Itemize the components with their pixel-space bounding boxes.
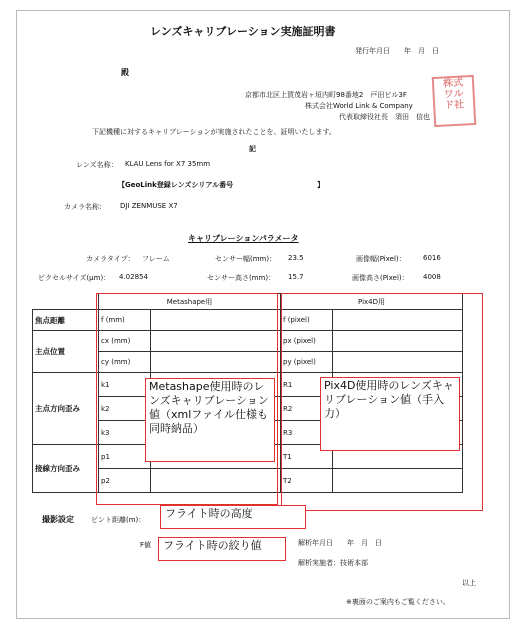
group-principal: 主点位置 bbox=[33, 331, 99, 373]
company-address: 京都市北区上賀茂岩ヶ垣内町98番地2 戸田ビル3F bbox=[245, 91, 407, 99]
col-pix4d: Pix4D用 bbox=[281, 294, 463, 310]
analysis-date: 解析年月日 年 月 日 bbox=[298, 539, 382, 547]
meta-row-label: f (mm) bbox=[99, 310, 151, 331]
meta-row-label: p2 bbox=[99, 469, 151, 493]
lens-serial: 【GeoLink登録レンズシリアル番号 】 bbox=[118, 181, 325, 189]
group-focal: 焦点距離 bbox=[33, 310, 99, 331]
end-mark: 以上 bbox=[462, 579, 476, 587]
meta-row-label: k2 bbox=[99, 397, 151, 421]
pix-row-label: R2 bbox=[281, 397, 333, 421]
meta-row-label: k3 bbox=[99, 421, 151, 445]
pixel-size-label: ピクセルサイズ(μm)： bbox=[38, 274, 111, 282]
footer-note: ※裏面のご案内もご覧ください。 bbox=[346, 598, 450, 606]
aperture-note: フライト時の絞り値 bbox=[158, 537, 286, 561]
image-height-value: 4008 bbox=[423, 273, 441, 281]
focus-distance-label: ピント距離(m)： bbox=[91, 516, 146, 524]
shooting-label: 撮影設定 bbox=[42, 515, 74, 524]
params-title: キャリブレーションパラメータ bbox=[188, 234, 299, 243]
sensor-height-value: 15.7 bbox=[288, 273, 304, 281]
company-name: 株式会社World Link & Company bbox=[305, 102, 413, 110]
metashape-note: Metashape使用時のレンズキャリブレーション値（xmlファイル仕様も同時納品） bbox=[145, 378, 275, 462]
col-metashape: Metashape用 bbox=[99, 294, 281, 310]
sensor-width-value: 23.5 bbox=[288, 254, 304, 262]
camera-type-value: フレーム bbox=[142, 255, 170, 263]
analysis-by: 解析実施者：技術本部 bbox=[298, 559, 368, 567]
pix-row-label: py (pixel) bbox=[281, 352, 333, 373]
pix-row-label: R1 bbox=[281, 373, 333, 397]
document-title: レンズキャリブレーション実施証明書 bbox=[150, 25, 336, 38]
lens-value: KLAU Lens for X7 35mm bbox=[125, 160, 211, 168]
meta-row-label: cx (mm) bbox=[99, 331, 151, 352]
image-height-label: 画像高さ(Pixel)： bbox=[352, 274, 409, 282]
sensor-height-label: センサー高さ(mm)： bbox=[207, 274, 276, 282]
lens-label: レンズ名称： bbox=[76, 161, 118, 169]
pix-row-label: px (pixel) bbox=[281, 331, 333, 352]
sensor-width-label: センサー幅(mm)： bbox=[215, 255, 277, 263]
meta-row-label: k1 bbox=[99, 373, 151, 397]
company-seal: 株式 ワル ド社 bbox=[432, 75, 477, 127]
group-tangential: 接線方向歪み bbox=[33, 445, 99, 493]
pix-row-label: R3 bbox=[281, 421, 333, 445]
certification-statement: 下記機種に対するキャリブレーションが実施されたことを、証明いたします。 bbox=[92, 128, 336, 136]
ki-label: 記 bbox=[249, 145, 256, 153]
pix-row-label: T1 bbox=[281, 445, 333, 469]
altitude-note: フライト時の高度 bbox=[160, 505, 306, 529]
camera-value: DJI ZENMUSE X7 bbox=[120, 202, 178, 210]
meta-row-label: cy (mm) bbox=[99, 352, 151, 373]
pixel-size-value: 4.02854 bbox=[119, 273, 148, 281]
f-value-label: F値 bbox=[140, 541, 152, 549]
image-width-label: 画像幅(Pixel)： bbox=[356, 255, 406, 263]
meta-row-label: p1 bbox=[99, 445, 151, 469]
pix-row-label: T2 bbox=[281, 469, 333, 493]
company-representative: 代表取締役社長 須田 信也 bbox=[339, 113, 430, 121]
camera-type-label: カメラタイプ： bbox=[86, 255, 135, 263]
pix-row-label: f (pixel) bbox=[281, 310, 333, 331]
pix4d-note: Pix4D使用時のレンズキャリブレーション値（手入力） bbox=[320, 377, 460, 451]
issue-date: 発行年月日 年 月 日 bbox=[355, 47, 439, 55]
group-radial: 主点方向歪み bbox=[33, 373, 99, 445]
image-width-value: 6016 bbox=[423, 254, 441, 262]
camera-label: カメラ名称： bbox=[64, 203, 106, 211]
addressee: 殿 bbox=[121, 68, 129, 77]
